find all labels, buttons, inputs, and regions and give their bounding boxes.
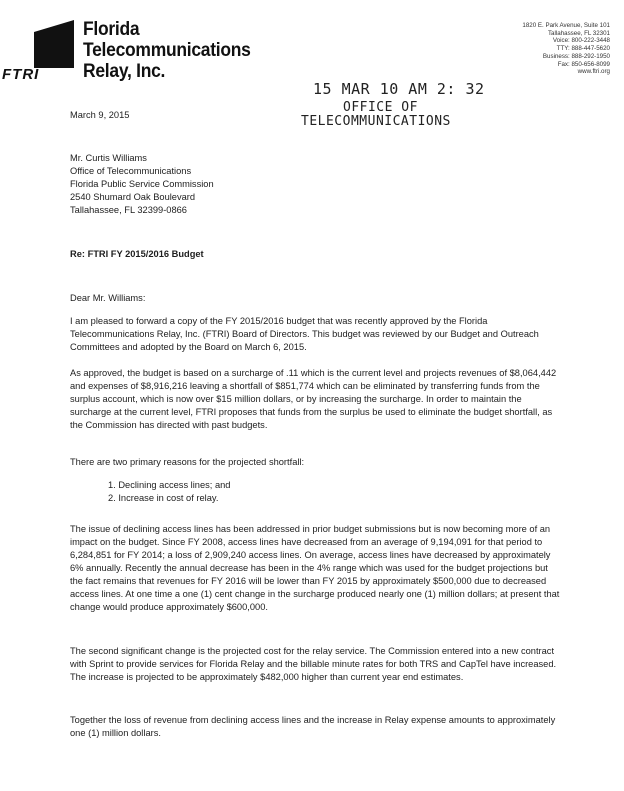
recipient-line: Tallahassee, FL 32399-0866 — [70, 205, 187, 215]
paragraph-surcharge: As approved, the budget is based on a surcharge of .11 which is the current level and projects revenues of $8,064,442 and expenses of $8,916,216 leaving a shortfall of $851,774 which can be eliminated by transferring funds from the surplus account, which is now over $15 million dollars, or by increasing the surcharge. In order to maintain the surcharge at the current level, FTRI proposes that funds from the surplus be used to eliminate the budget shortfall, as the Commission has directed with past budgets. — [70, 368, 557, 430]
reasons-list — [108, 479, 230, 505]
paragraph-summary: Together the loss of revenue from declining access lines and the increase in Relay expense amounts to approximately one (1) million dollars. — [70, 715, 556, 738]
paragraph-intro: I am pleased to forward a copy of the FY 2015/2016 budget that was recently approved by the Florida Telecommunications Relay, Inc. (FTRI) Board of Directors. This budget was reviewed by our Budget and Outreach Committees and adopted by the Board on March 6, 2015. — [70, 316, 539, 352]
org-name-line-3: Relay, Inc. — [83, 61, 166, 82]
paragraph-access-lines: The issue of declining access lines has been addressed in prior budget submissions but is now becoming more of an impact on the budget. Since FY 2008, access lines have decreased from an average of 9,194,091 for that period to 6,284,851 for FY 2014; a loss of 2,909,240 access lines. On average, access lines have decreased by approximately 6% annually. Recently the annual decrease has been in the 4% range which was used for the budget projections but the fact remains that revenues for FY 2016 will be lower than FY 2015 by approximately $500,000 due to decreased access lines. At one time a one (1) cent change in the surcharge produced nearly one (1) million dollars; at present that change would produce approximately $600,000. — [70, 524, 560, 612]
list-item: 1. Declining access lines; and — [108, 480, 231, 490]
org-name-line-2: Telecommunications — [83, 40, 251, 61]
received-stamp-datetime: 15 MAR 10 AM 2: 32 — [313, 80, 485, 98]
paragraph-reasons-intro: There are two primary reasons for the projected shortfall: — [70, 457, 305, 467]
recipient-line: Florida Public Service Commission — [70, 179, 214, 189]
salutation: Dear Mr. Williams: — [70, 293, 146, 303]
subject-line: Re: FTRI FY 2015/2016 Budget — [70, 249, 204, 259]
paragraph-relay-cost: The second significant change is the projected cost for the relay service. The Commission entered into a new contract with Sprint to provide services for Florida Relay and the billable minute rates for both TRS and CapTel have increased. The increase is projected to be approximately $482,000 higher than current year end estimates. — [70, 646, 557, 682]
letterhead-address-block — [522, 22, 610, 76]
list-item: 2. Increase in cost of relay. — [108, 493, 219, 503]
organization-abbreviation: FTRI — [2, 66, 40, 83]
address-line: 1820 E. Park Avenue, Suite 101 — [522, 22, 610, 29]
received-stamp-office-line-1: OFFICE OF — [343, 100, 418, 115]
organization-name — [83, 19, 251, 82]
recipient-line: 2540 Shumard Oak Boulevard — [70, 192, 196, 202]
org-name-line-1: Florida — [83, 19, 140, 40]
letter-date: March 9, 2015 — [70, 110, 130, 120]
tty-line: TTY: 888-447-5620 — [556, 45, 610, 53]
voice-line: Voice: 800-222-3448 — [552, 37, 610, 45]
recipient-line: Mr. Curtis Williams — [70, 153, 147, 163]
address-line: Tallahassee, FL 32301 — [547, 29, 610, 37]
website-line: www.ftri.org — [577, 68, 610, 76]
received-stamp-office-line-2: TELECOMMUNICATIONS — [301, 114, 451, 129]
recipient-line: Office of Telecommunications — [70, 166, 192, 176]
fax-line: Fax: 850-656-8099 — [557, 60, 610, 68]
ftri-logo-icon — [34, 20, 82, 68]
recipient-address — [70, 152, 214, 217]
business-line: Business: 888-292-1950 — [542, 52, 610, 60]
